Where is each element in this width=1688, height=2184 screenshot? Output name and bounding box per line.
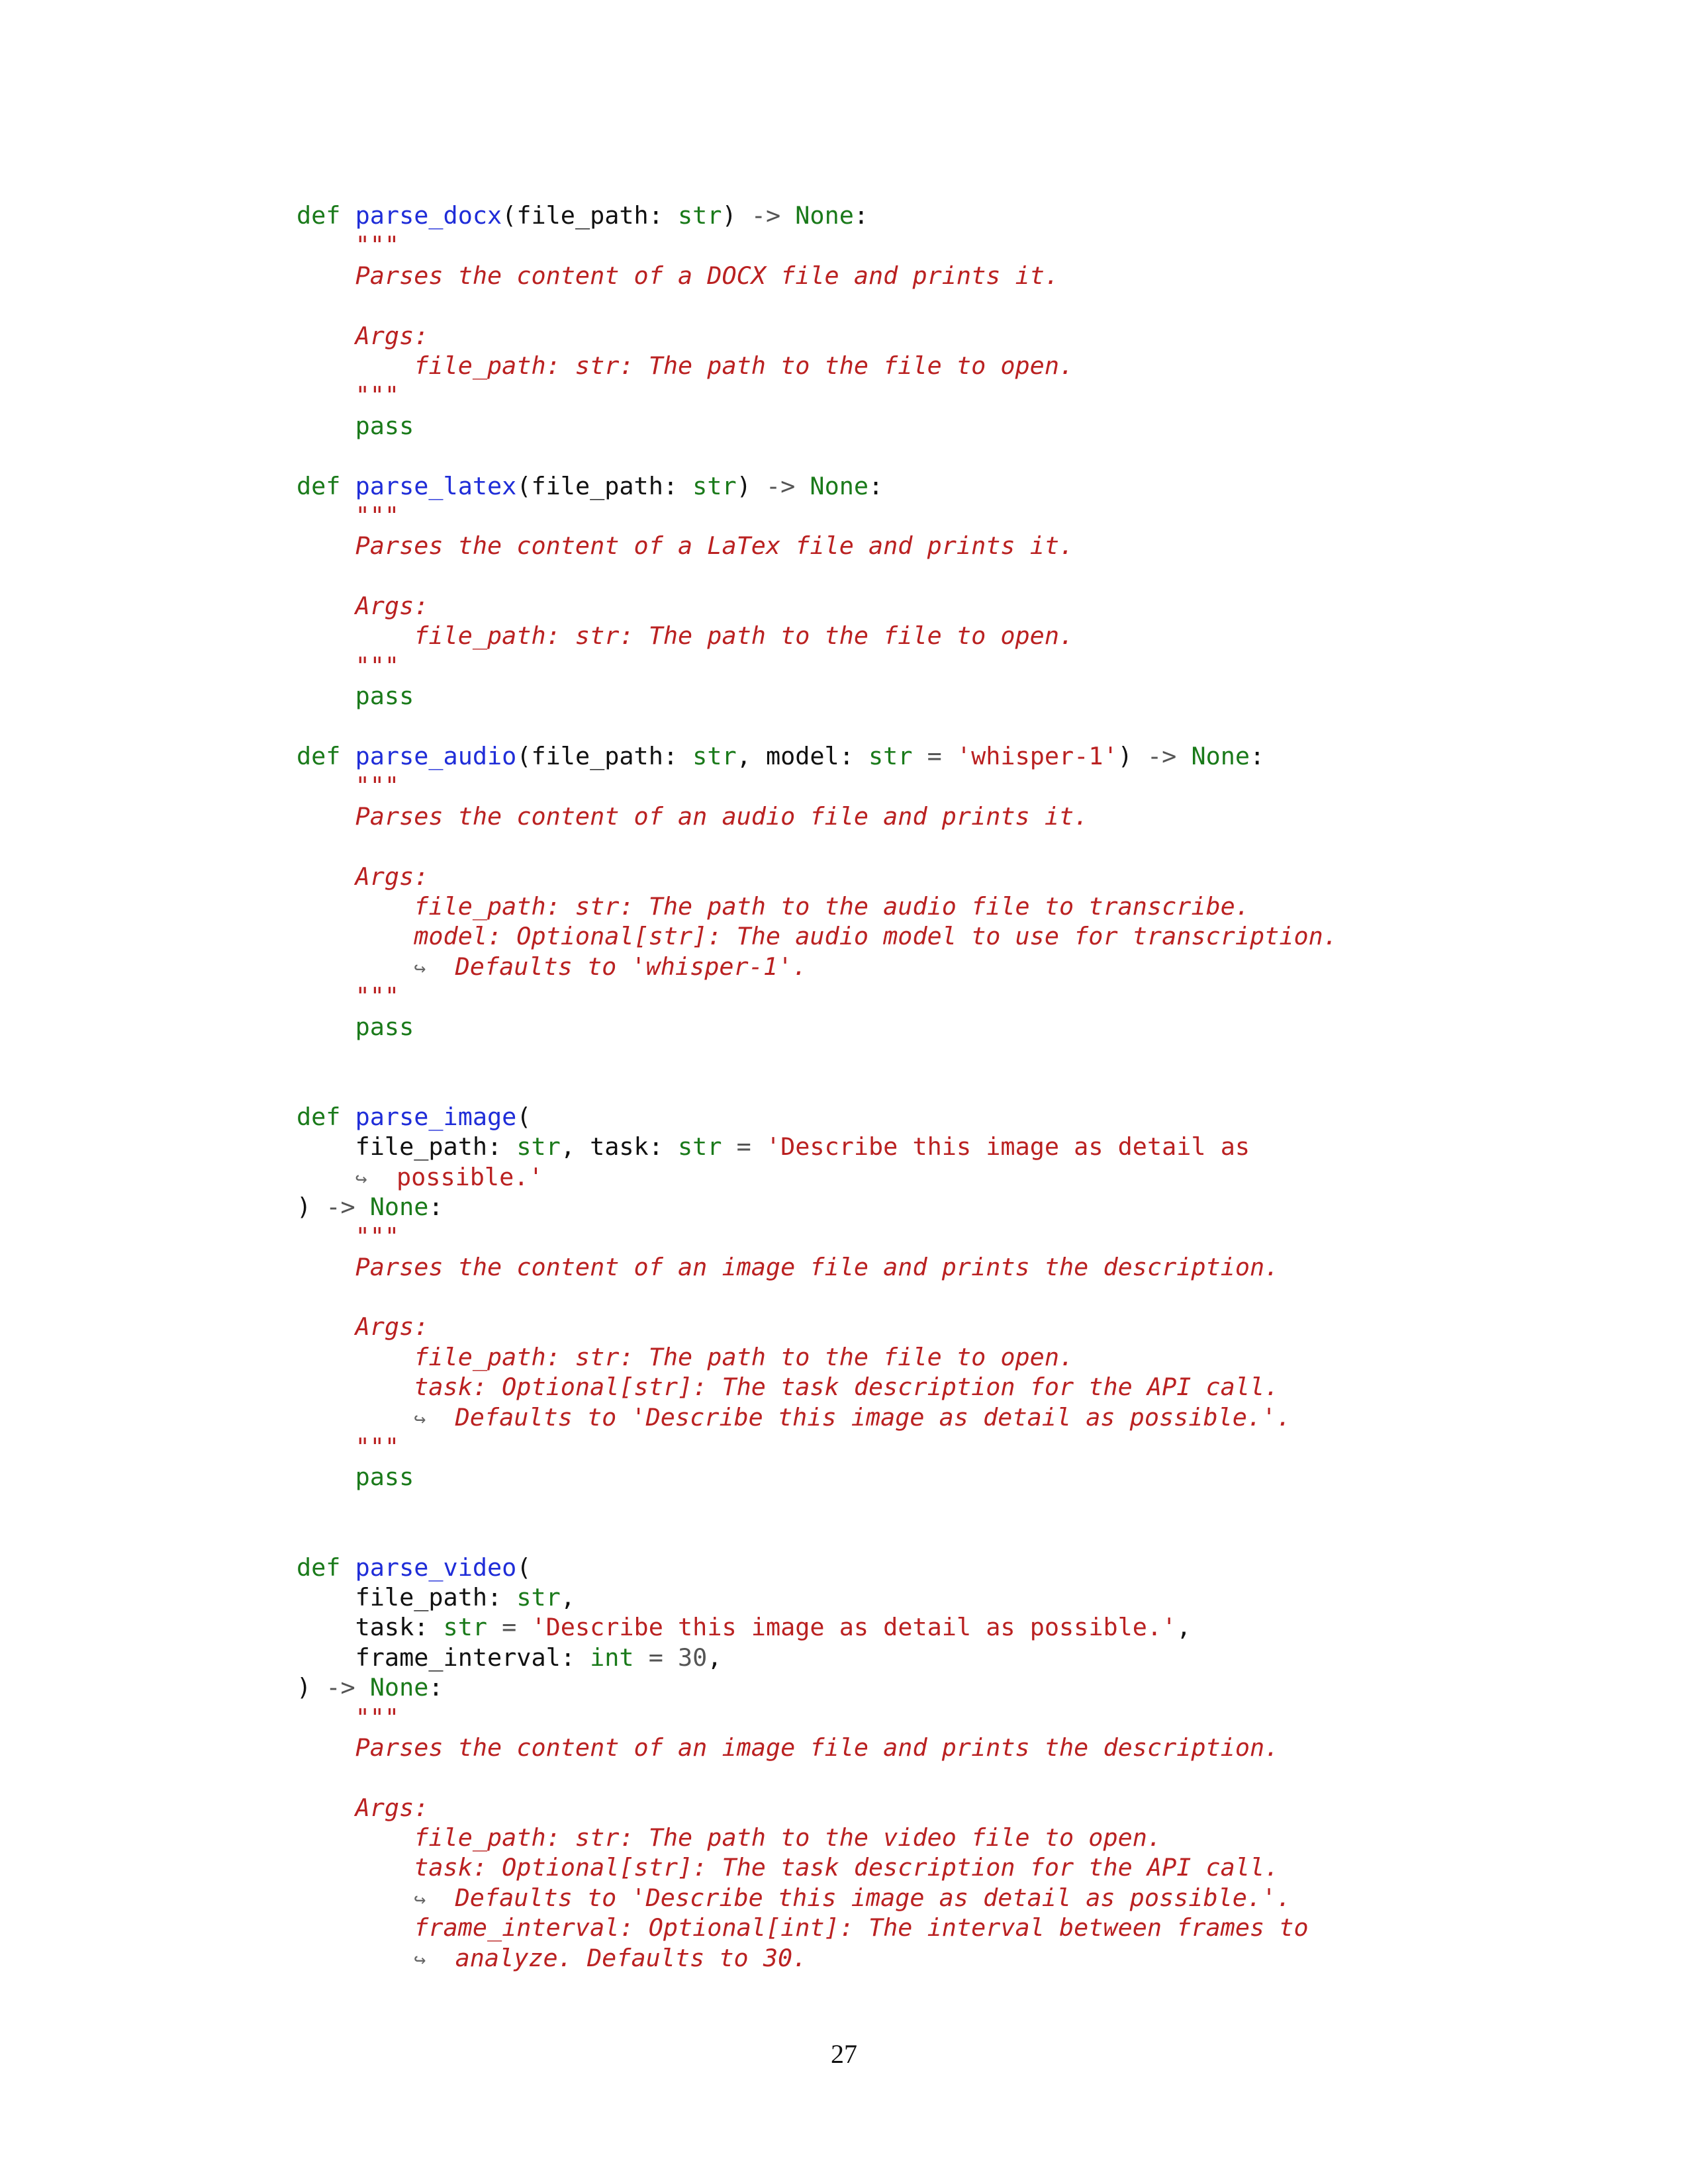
code-token: """ <box>355 1703 400 1732</box>
code-line <box>297 230 1338 260</box>
code-token: = <box>736 1132 751 1161</box>
code-token: (file_path: <box>516 471 693 500</box>
code-token: file_path: str: The path to the audio file to transcribe. <box>414 891 1250 921</box>
code-token: frame_interval: <box>297 1643 590 1672</box>
code-token <box>297 351 414 381</box>
code-token: file_path: str: The path to the file to open. <box>414 621 1074 651</box>
code-token: = <box>502 1613 517 1642</box>
code-token <box>297 891 414 921</box>
code-token: Args: <box>355 862 429 891</box>
code-line <box>297 1342 1338 1372</box>
code-token: int <box>590 1643 634 1672</box>
code-token: Args: <box>355 321 429 350</box>
code-token: def <box>297 742 355 771</box>
code-token: Parses the content of an image file and prints the description. <box>355 1733 1280 1762</box>
code-token: def <box>297 1553 355 1582</box>
code-token: str <box>868 742 913 771</box>
code-token: , model: <box>736 742 869 771</box>
code-token: str <box>443 1613 488 1642</box>
code-token: def <box>297 201 355 230</box>
code-token: parse_docx <box>355 201 502 230</box>
code-token: None <box>810 471 869 500</box>
code-token: frame_interval: Optional[int]: The interval between frames to <box>414 1913 1309 1942</box>
code-token: """ <box>355 231 400 260</box>
code-token <box>913 741 927 771</box>
code-token: pass <box>355 1463 414 1492</box>
code-token <box>297 411 355 441</box>
code-token <box>795 471 810 501</box>
code-line <box>297 321 1338 351</box>
code-line <box>297 952 1338 981</box>
code-line <box>297 531 1338 561</box>
code-token <box>355 1672 370 1702</box>
code-token: = <box>927 742 942 771</box>
code-token <box>297 1883 414 1913</box>
code-token: None <box>369 1192 429 1221</box>
code-token <box>297 681 355 711</box>
code-line <box>297 1102 1338 1132</box>
code-line <box>297 621 1338 651</box>
code-token: """ <box>355 651 400 680</box>
code-token <box>663 1643 678 1672</box>
code-line <box>297 741 1338 771</box>
code-token: pass <box>355 1012 414 1041</box>
code-token: file_path: str: The path to the video file to open. <box>414 1823 1162 1852</box>
page-number: 27 <box>831 2039 857 2069</box>
code-token <box>297 1402 414 1432</box>
code-token: parse_video <box>355 1553 517 1582</box>
code-token <box>297 1312 355 1342</box>
code-token: Parses the content of a DOCX file and prints it. <box>355 261 1059 290</box>
code-token: Args: <box>355 1312 429 1342</box>
code-token: None <box>795 201 854 230</box>
code-line <box>297 1582 1338 1612</box>
code-line <box>297 1432 1338 1462</box>
code-token <box>426 1883 455 1913</box>
code-token <box>297 1162 355 1192</box>
code-token <box>297 771 355 801</box>
code-blank-line <box>297 1282 1338 1312</box>
code-token: str <box>516 1582 561 1612</box>
code-blank-line <box>297 291 1338 320</box>
code-token <box>297 531 355 561</box>
code-token: def <box>297 1102 355 1131</box>
code-token: Defaults to 'Describe this image as detail as possible.'. <box>455 1883 1291 1912</box>
code-line <box>297 1372 1338 1402</box>
code-token <box>297 1733 355 1762</box>
code-blank-line <box>297 1762 1338 1792</box>
code-blank-line <box>297 711 1338 741</box>
code-token <box>426 1402 455 1432</box>
code-token: : <box>428 1192 444 1221</box>
code-token: = <box>648 1643 663 1672</box>
code-token <box>297 1222 355 1251</box>
code-token: parse_audio <box>355 742 517 771</box>
code-listing <box>297 201 1338 1973</box>
code-token <box>297 230 355 260</box>
code-token: """ <box>355 1433 400 1462</box>
code-token: ) <box>1117 742 1147 771</box>
code-token <box>297 981 355 1011</box>
code-token: ) <box>722 201 751 230</box>
code-token <box>297 261 355 291</box>
code-token <box>751 1132 766 1161</box>
code-token: """ <box>355 982 400 1011</box>
code-token: def <box>297 471 355 500</box>
code-token <box>297 621 414 651</box>
code-token: """ <box>355 1222 400 1251</box>
code-token: : <box>853 201 869 230</box>
code-line <box>297 591 1338 621</box>
code-token: model: Optional[str]: The audio model to use for transcription. <box>414 922 1338 951</box>
code-token <box>297 1703 355 1733</box>
code-token: str <box>678 1132 722 1161</box>
code-token: pass <box>355 411 414 440</box>
code-line <box>297 1312 1338 1342</box>
code-token <box>297 1432 355 1462</box>
code-token: -> <box>326 1192 355 1221</box>
code-token: Args: <box>355 1793 429 1822</box>
code-token: : <box>428 1673 444 1702</box>
code-token <box>297 321 355 351</box>
code-token <box>426 1943 455 1973</box>
code-line <box>297 891 1338 921</box>
code-token <box>722 1132 736 1161</box>
code-token <box>516 1612 531 1642</box>
code-line <box>297 1913 1338 1942</box>
code-token <box>426 952 455 981</box>
code-token <box>297 501 355 531</box>
code-token <box>487 1612 502 1642</box>
code-blank-line <box>297 1071 1338 1101</box>
code-token: str <box>692 742 737 771</box>
code-token: str <box>692 471 737 500</box>
code-token: Parses the content of an audio file and prints it. <box>355 801 1089 831</box>
code-token <box>634 1643 649 1672</box>
line-wrap-icon: ↪ <box>355 1167 367 1191</box>
code-token: parse_image <box>355 1102 517 1131</box>
code-line <box>297 1733 1338 1762</box>
code-token <box>297 1852 414 1882</box>
code-token <box>297 1823 414 1852</box>
code-line <box>297 1553 1338 1582</box>
code-line <box>297 1672 1338 1702</box>
code-token: file_path: <box>297 1582 517 1612</box>
code-token: , <box>707 1643 722 1672</box>
code-token: Defaults to 'Describe this image as detail as possible.'. <box>455 1402 1291 1432</box>
code-line <box>297 1192 1338 1222</box>
code-token: """ <box>355 381 400 410</box>
code-token: """ <box>355 501 400 530</box>
line-wrap-icon: ↪ <box>414 956 426 980</box>
code-token: task: Optional[str]: The task description for the API call. <box>414 1373 1280 1402</box>
code-token: ) <box>297 1673 326 1702</box>
code-line <box>297 921 1338 951</box>
code-line <box>297 201 1338 230</box>
code-token: Parses the content of a LaTex file and prints it. <box>355 531 1074 561</box>
line-wrap-icon: ↪ <box>414 1948 426 1972</box>
code-line <box>297 651 1338 681</box>
code-token: , <box>560 1582 575 1612</box>
code-token: """ <box>355 772 400 801</box>
code-line <box>297 981 1338 1011</box>
code-token: : <box>1250 742 1265 771</box>
code-token: (file_path: <box>516 742 693 771</box>
code-token <box>297 591 355 621</box>
code-token <box>367 1162 397 1192</box>
code-token: str <box>678 201 722 230</box>
code-token: task: <box>297 1613 444 1642</box>
code-token: None <box>1191 742 1250 771</box>
code-line <box>297 501 1338 531</box>
code-token <box>780 201 795 230</box>
code-line <box>297 1462 1338 1492</box>
code-token <box>297 381 355 410</box>
code-token: ) <box>297 1192 326 1221</box>
code-blank-line <box>297 831 1338 861</box>
code-token <box>1176 741 1191 771</box>
code-token: ( <box>516 1553 532 1582</box>
code-token: : <box>868 471 884 500</box>
code-token: Defaults to 'whisper-1'. <box>455 952 808 981</box>
code-token: -> <box>326 1673 355 1702</box>
code-token <box>297 862 355 891</box>
code-line <box>297 681 1338 711</box>
code-token <box>297 1913 414 1942</box>
code-token: (file_path: <box>502 201 679 230</box>
code-token: None <box>369 1673 429 1702</box>
code-line <box>297 381 1338 410</box>
code-token: parse_latex <box>355 471 517 500</box>
code-token <box>297 651 355 681</box>
code-blank-line <box>297 1042 1338 1071</box>
code-line <box>297 771 1338 801</box>
code-line <box>297 862 1338 891</box>
code-line <box>297 1703 1338 1733</box>
code-line <box>297 1612 1338 1642</box>
code-token: ( <box>516 1102 532 1131</box>
code-token: , <box>1176 1613 1192 1642</box>
code-blank-line <box>297 1492 1338 1522</box>
code-token: task: Optional[str]: The task description for the API call. <box>414 1853 1280 1882</box>
code-line <box>297 1883 1338 1913</box>
code-blank-line <box>297 441 1338 471</box>
code-token: analyze. Defaults to 30. <box>455 1943 808 1972</box>
code-token <box>297 1462 355 1492</box>
line-wrap-icon: ↪ <box>414 1407 426 1431</box>
code-line <box>297 1132 1338 1161</box>
code-token: ) <box>736 471 766 500</box>
code-token <box>297 1012 355 1042</box>
code-token <box>297 1372 414 1402</box>
code-line <box>297 1943 1338 1973</box>
code-token: str <box>516 1132 561 1161</box>
code-line <box>297 1402 1338 1432</box>
code-token: , task: <box>560 1132 679 1161</box>
code-token <box>297 801 355 831</box>
code-line <box>297 411 1338 441</box>
code-token: Args: <box>355 592 429 621</box>
code-line <box>297 471 1338 501</box>
code-token: file_path: str: The path to the file to open. <box>414 351 1074 380</box>
code-token <box>297 1793 355 1823</box>
code-line <box>297 1252 1338 1282</box>
code-token <box>297 1943 414 1973</box>
code-token: possible.' <box>397 1162 543 1191</box>
code-line <box>297 801 1338 831</box>
code-token: file_path: <box>297 1132 517 1161</box>
code-line <box>297 1222 1338 1251</box>
code-line <box>297 1793 1338 1823</box>
code-line <box>297 351 1338 381</box>
code-line <box>297 1643 1338 1672</box>
line-wrap-icon: ↪ <box>414 1888 426 1911</box>
code-token: 'whisper-1' <box>956 742 1118 771</box>
code-token: 'Describe this image as detail as possible.' <box>531 1613 1177 1642</box>
code-token <box>942 741 957 771</box>
code-token: -> <box>765 471 796 500</box>
code-token: -> <box>1147 742 1177 771</box>
code-line <box>297 261 1338 291</box>
code-line <box>297 1012 1338 1042</box>
code-token: 'Describe this image as detail as <box>765 1132 1250 1161</box>
code-token <box>355 1192 370 1222</box>
code-line <box>297 1823 1338 1852</box>
code-token <box>297 1342 414 1372</box>
code-line <box>297 1162 1338 1192</box>
code-token: -> <box>751 201 781 230</box>
code-token: pass <box>355 682 414 711</box>
code-line <box>297 1852 1338 1882</box>
code-token: 30 <box>678 1643 708 1672</box>
code-token <box>297 921 414 951</box>
code-blank-line <box>297 561 1338 591</box>
code-token: file_path: str: The path to the file to open. <box>414 1342 1074 1371</box>
code-blank-line <box>297 1522 1338 1552</box>
code-token <box>297 952 414 981</box>
code-token <box>297 1252 355 1282</box>
code-token: Parses the content of an image file and prints the description. <box>355 1252 1280 1281</box>
